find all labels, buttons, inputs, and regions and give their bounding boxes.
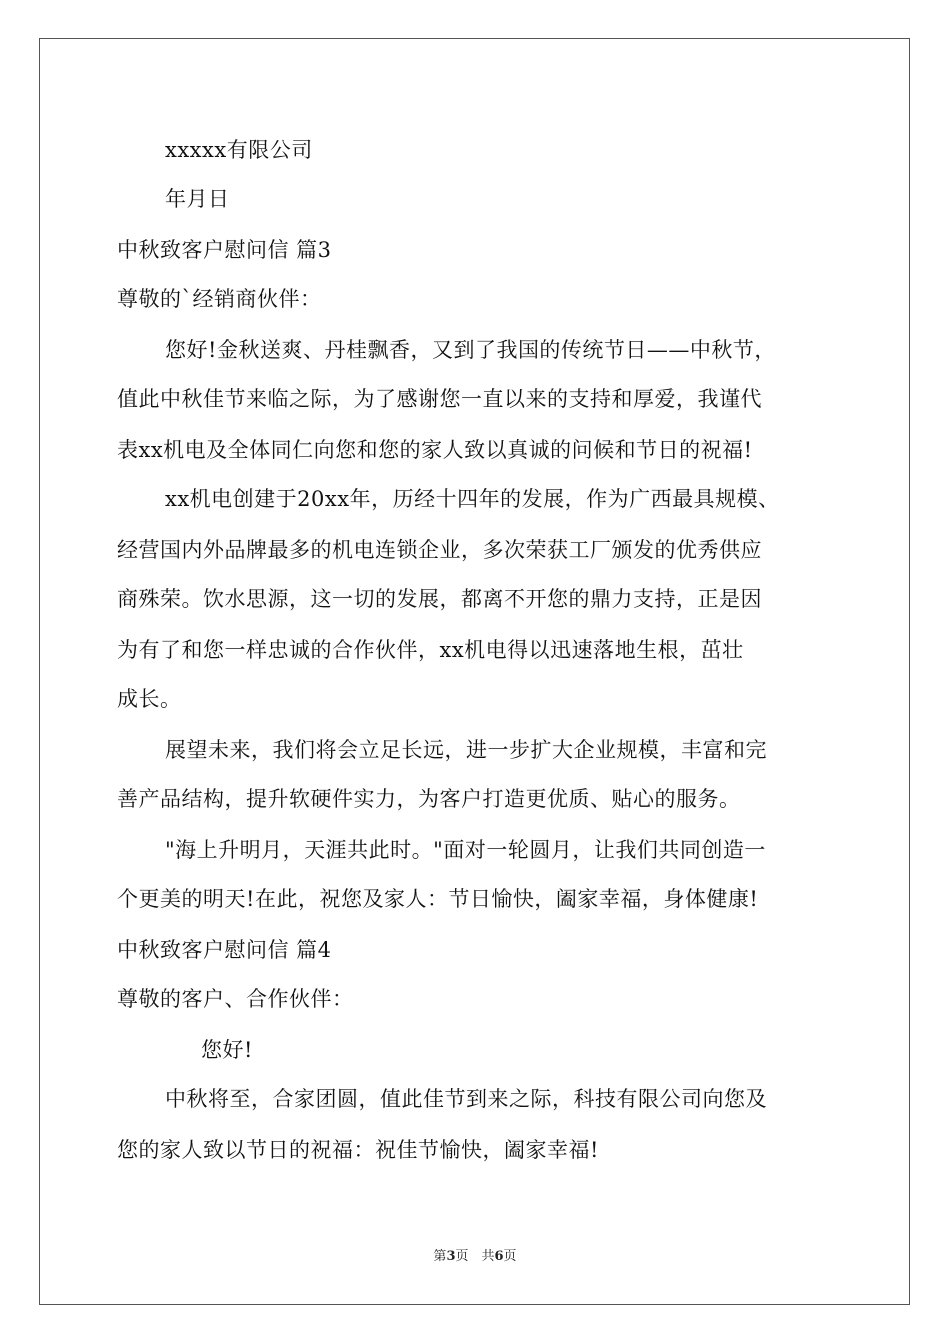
paragraph-line: 善产品结构，提升软硬件实力，为客户打造更优质、贴心的服务。 [117,787,741,811]
section-title-3: 中秋致客户慰问信 篇3 [117,238,332,262]
salutation-3: 尊敬的`经销商伙伴： [117,287,322,311]
paragraph-line: 值此中秋佳节来临之际，为了感谢您一直以来的支持和厚爱，我谨代 [117,387,762,411]
signature-date: 年月日 [165,187,230,211]
greeting: 您好! [201,1038,253,1062]
section-title-4: 中秋致客户慰问信 篇4 [117,938,332,962]
footer-suffix: 页 [503,1249,517,1264]
page-border [39,38,910,1305]
paragraph-line: 商殊荣。饮水思源，这一切的发展，都离不开您的鼎力支持，正是因 [117,587,762,611]
paragraph-line: xx机电创建于20xx年，历经十四年的发展，作为广西最具规模、 [165,487,780,511]
paragraph-line: 展望未来，我们将会立足长远，进一步扩大企业规模，丰富和完 [165,738,767,762]
paragraph-line: 您好!金秋送爽、丹桂飘香，又到了我国的传统节日——中秋节， [165,338,776,362]
page-footer [0,1249,950,1265]
total-page-number: 6 [494,1249,504,1264]
paragraph-line: 您的家人致以节日的祝福：祝佳节愉快，阖家幸福! [117,1138,599,1162]
paragraph-line: "海上升明月，天涯共此时。"面对一轮圆月，让我们共同创造一 [165,838,766,862]
company-signature: xxxxx有限公司 [165,138,313,162]
paragraph-line: 为有了和您一样忠诚的合作伙伴，xx机电得以迅速落地生根，茁壮 [117,638,744,662]
footer-mid: 页 共 [455,1249,495,1264]
salutation-4: 尊敬的客户、合作伙伴： [117,987,354,1011]
current-page-number: 3 [446,1249,456,1264]
paragraph-line: 中秋将至，合家团圆，值此佳节到来之际，科技有限公司向您及 [165,1087,767,1111]
paragraph-line: 经营国内外品牌最多的机电连锁企业，多次荣获工厂颁发的优秀供应 [117,538,762,562]
paragraph-line: 个更美的明天!在此，祝您及家人：节日愉快，阖家幸福，身体健康! [117,887,759,911]
paragraph-line: 成长。 [117,687,182,711]
footer-prefix: 第 [433,1249,447,1264]
paragraph-line: 表xx机电及全体同仁向您和您的家人致以真诚的问候和节日的祝福! [117,438,753,462]
